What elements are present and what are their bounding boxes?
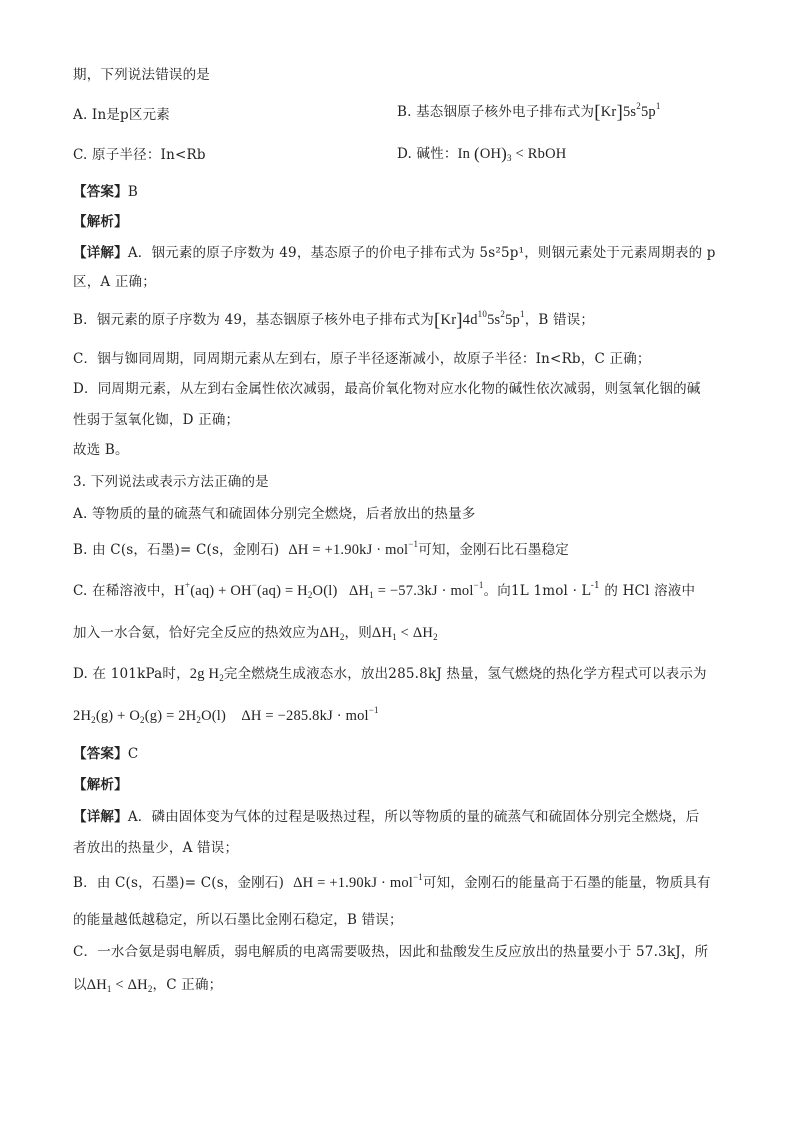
q2-detail-a1-text: A．铟元素的原子序数为 49，基态原子的价电子排布式为 5s²5p¹，则铟元素处于元素周期表的 p [127,245,716,261]
q3-detail-b-dh: ΔH = +1.90kJ · mol [293,875,413,891]
q3-d-eq-2h2o: (g) = 2H [144,708,197,724]
q2-option-d-in: In [457,146,471,162]
q3-c-eq-h2o: (aq) = H [256,583,308,599]
q3-option-c-line2: 加入一水合氨，恰好完全反应的热效应为$\Delta H_2$，则$\Delta H_1 < \Delta H_2$ [73,625,438,642]
q2-detail-tag: 【详解】 [73,245,128,261]
q2-detail-b-pre: B．铟元素的原子序数为 49，基态铟原子核外电子排布式为 [73,312,434,328]
q2-detail-a2: 区，A 正确； [73,274,156,290]
q3-option-d-post: 完全燃烧生成液态水，放出285.8kJ 热量，氢气燃烧的热化学方程式可以表示为 [223,666,707,682]
q3-detail-c2-pre: 以 [73,977,87,993]
q3-c-line2-post: ，则 [344,625,372,641]
q2-detail-d1: D．同周期元素，从左到右金属性依次减弱，最高价氧化物对应水化物的碱性依次减弱，则氢氧化铟的碱 [73,381,701,397]
q2-answer-tag: 【答案】 [73,184,128,200]
q3-option-d: D. 在 101kPa时，2g $H_2$完全燃烧生成液态水，放出285.8kJ 热量，氢气燃烧的热化学方程式可以表示为 [73,666,707,683]
q2-option-a: A. In是p区元素 [73,107,171,123]
q3-option-c-post2: 的 HCl 溶液中 [599,583,696,599]
q2-option-b-text: B. 基态铟原子核外电子排布式为 [397,104,595,120]
q2-answer [73,183,138,201]
q3-detail-tag: 【详解】 [73,809,128,825]
q3-detail-a1-text: A．磷由固体变为气体的过程是吸热过程，所以等物质的量的硫蒸气和硫固体分别完全燃烧，后 [127,809,700,825]
q3-detail-c2-post: ，C 正确； [152,977,223,993]
q3-d-eq-ol: O(l) [201,708,227,724]
q3-detail-b-post: 可知，金刚石的能量高于石墨的能量，物质具有 [422,875,711,891]
q2-option-c: C. 原子半径：In<Rb [73,147,206,163]
q3-option-b: B. 由 C(s，石墨)= C(s，金刚石) ΔH = +1.90kJ · mol$^{-1}$可知，金刚石比石墨稳定 [73,539,569,558]
q3-detail-b: B．由 C(s，石墨)= C(s，金刚石) ΔH = +1.90kJ · mol$^{-1}$可知，金刚石的能量高于石墨的能量，物质具有 [73,872,711,891]
q3-detail-b2: 的能量越低越稳定，所以石墨比金刚石稳定，B 错误； [73,912,403,928]
q3-detail-a2: 者放出的热量少，A 错误； [73,840,239,856]
q2-detail-c: C．铟与铷同周期，同周期元素从左到右，原子半径逐渐减小，故原子半径：In<Rb，C 正确； [73,351,651,367]
q3-option-b-post: 可知，金刚石比石墨稳定 [418,542,569,558]
q3-option-d-pre: D. 在 101kPa时， [73,666,190,682]
q2-detail-d2: 性弱于氢氧化铷，D 正确； [73,412,240,428]
q2-stem-tail: 期，下列说法错误的是 [73,67,210,83]
q2-conclusion: 故选 B。 [73,442,129,458]
q3-answer-tag: 【答案】 [73,746,128,762]
q2-detail-b-4d: 4d [462,312,478,328]
q3-option-b-dh: ΔH = +1.90kJ · mol [288,542,409,558]
q3-c-eq-h: H [174,583,185,599]
q3-c-dh-value: = −57.3kJ · mol [373,583,474,599]
q3-detail-c2-lt: < ΔH [111,977,148,993]
q3-option-c-post: 。向1L 1mol · L [483,583,591,599]
q3-c-line2-lt: < ΔH [396,625,434,641]
q3-c-line2-dh: ΔH [319,625,340,641]
q2-option-d-oh: OH [479,146,502,162]
q3-c-eq-oh: (aq) + OH [190,583,252,599]
q2-option-b-5p: 5p [640,104,656,120]
q3-stem: 3. 下列说法或表示方法正确的是 [73,474,269,490]
q3-answer [73,745,138,763]
q3-c-dh: ΔH [348,583,370,599]
q3-d-dh: ΔH = −285.8kJ · mol [241,708,369,724]
q2-option-b: B. 基态铟原子核外电子排布式为$[Kr]5s^25p^1$ [397,101,661,123]
q2-detail-a1 [73,244,716,262]
q2-detail-b: B．铟元素的原子序数为 49，基态铟原子核外电子排布式为$[Kr]4d^{10}5s^25p^1$，B 错误； [73,309,595,331]
q3-analysis-tag: 【解析】 [73,777,128,793]
q3-option-d-mass: 2g H [189,666,220,682]
q3-option-c-pre: C. 在稀溶液中， [73,583,175,599]
q3-detail-b-pre: B．由 C(s，石墨)= C(s，金刚石) [73,875,285,891]
q3-d-eq-o2: (g) + O [95,708,141,724]
q3-detail-c1: C．一水合氨是弱电解质，弱电解质的电离需要吸热，因此和盐酸发生反应放出的热量要小于 57.3kJ，所 [73,944,709,960]
q3-detail-c2: 以$\Delta H_1 < \Delta H_2$，C 正确； [73,977,223,994]
q2-analysis-tag: 【解析】 [73,214,128,230]
q2-option-d-rest: < RbOH [511,146,567,162]
q3-c-line2-pre: 加入一水合氨，恰好完全反应的热效应为 [73,625,320,641]
q3-option-d-equation: $2H_2(g) + O_2(g) = 2H_2O(l)$ ΔH = −285.8kJ · mol$^{-1}$ [73,705,379,725]
q2-option-d-text: D. 碱性： [397,146,458,162]
q2-detail-b-kr: Kr [440,312,457,328]
q3-option-c: C. 在稀溶液中，$H^+(aq) + OH^-(aq) = H_2O(l)$ $\Delta H_1 = -57.3kJ \cdot mol^{-1}$。向1L $1mol \cdot L^{-1}$ 的 HCl 溶液中 [73,580,696,600]
q3-option-b-pre: B. 由 C(s，石墨)= C(s，金刚石) [73,542,280,558]
q2-option-d: D. 碱性：In $(OH)_3$ < RbOH [397,144,567,163]
q2-option-b-kr: Kr [600,104,617,120]
q3-c-line2-cmp: ΔH [371,625,393,641]
q3-answer-value: C [127,746,139,762]
q3-d-eq-h2: 2H [73,708,92,724]
q2-detail-b-post: ，B 错误； [524,312,595,328]
q2-answer-value: B [127,184,138,200]
q3-option-a: A. 等物质的量的硫蒸气和硫固体分别完全燃烧，后者放出的热量多 [73,506,476,522]
q3-detail-a1 [73,808,699,826]
q3-c-eq-ol: O(l) [312,583,338,599]
q3-detail-c2-dh: ΔH [86,977,107,993]
q2-option-b-5s: 5s [622,104,637,120]
